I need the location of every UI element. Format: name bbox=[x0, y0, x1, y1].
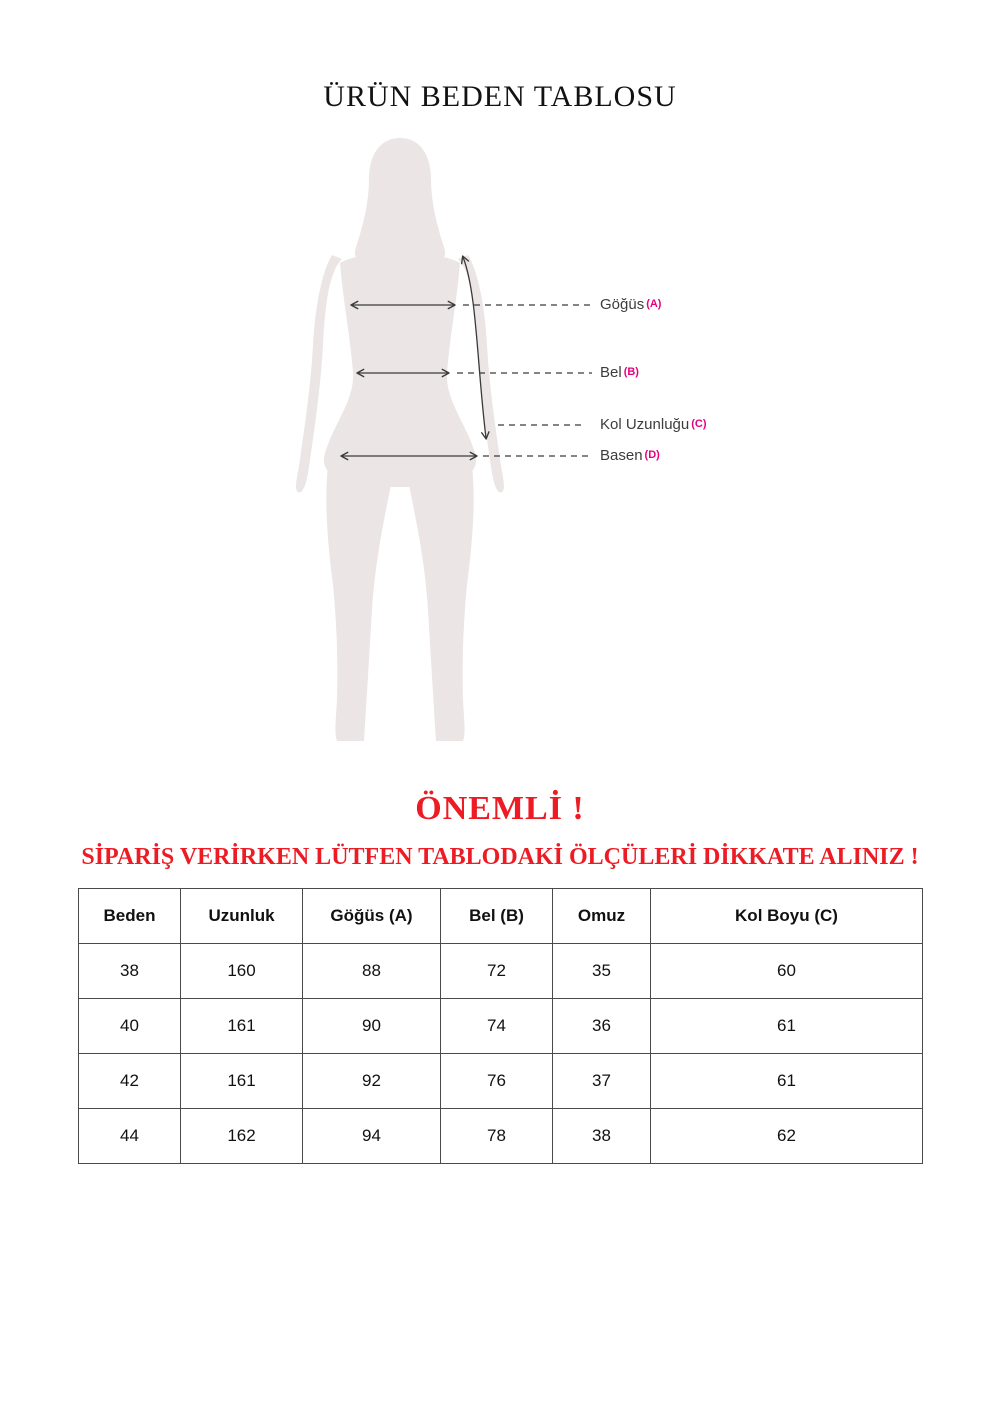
silhouette-torso bbox=[324, 253, 476, 488]
cell-gogus: 88 bbox=[303, 944, 441, 999]
label-letter: (A) bbox=[646, 298, 662, 310]
table-row-size-40 bbox=[79, 999, 923, 1054]
table-row-size-42 bbox=[79, 1054, 923, 1109]
size-table bbox=[78, 888, 923, 1164]
cell-uzunluk: 161 bbox=[181, 1054, 303, 1109]
cell-bel: 72 bbox=[441, 944, 553, 999]
label-letter: (D) bbox=[644, 449, 660, 461]
important-heading: ÖNEMLİ ! bbox=[415, 790, 585, 827]
cell-gogus: 92 bbox=[303, 1054, 441, 1109]
female-silhouette bbox=[296, 138, 504, 741]
cell-uzunluk: 162 bbox=[181, 1109, 303, 1164]
measurement-label-basen bbox=[600, 447, 660, 466]
label-letter: (C) bbox=[691, 418, 707, 430]
size-table-header-row bbox=[79, 889, 923, 944]
silhouette-and-arrows-graphic bbox=[270, 135, 790, 765]
label-text: Kol Uzunluğu bbox=[600, 416, 690, 433]
label-text: Basen bbox=[600, 447, 643, 464]
col-header-kol-boyu: Kol Boyu (C) bbox=[651, 889, 923, 944]
col-header-beden: Beden bbox=[79, 889, 181, 944]
measurement-label-gogus bbox=[600, 296, 661, 315]
page-title: ÜRÜN BEDEN TABLOSU bbox=[323, 80, 677, 113]
silhouette-right-leg bbox=[405, 465, 474, 741]
col-header-gogus: Göğüs (A) bbox=[303, 889, 441, 944]
cell-beden: 38 bbox=[79, 944, 181, 999]
cell-uzunluk: 161 bbox=[181, 999, 303, 1054]
cell-omuz: 35 bbox=[553, 944, 651, 999]
cell-omuz: 38 bbox=[553, 1109, 651, 1164]
silhouette-left-leg bbox=[326, 465, 395, 741]
cell-bel: 76 bbox=[441, 1054, 553, 1109]
col-header-uzunluk: Uzunluk bbox=[181, 889, 303, 944]
cell-kol-boyu: 61 bbox=[651, 999, 923, 1054]
label-text: Bel bbox=[600, 364, 622, 381]
cell-kol-boyu: 60 bbox=[651, 944, 923, 999]
measurement-label-bel bbox=[600, 364, 639, 383]
cell-uzunluk: 160 bbox=[181, 944, 303, 999]
table-row-size-44 bbox=[79, 1109, 923, 1164]
cell-kol-boyu: 62 bbox=[651, 1109, 923, 1164]
warning-text: SİPARİŞ VERİRKEN LÜTFEN TABLODAKİ ÖLÇÜLERİ DİKKATE ALINIZ ! bbox=[81, 844, 919, 870]
cell-bel: 74 bbox=[441, 999, 553, 1054]
cell-gogus: 94 bbox=[303, 1109, 441, 1164]
col-header-omuz: Omuz bbox=[553, 889, 651, 944]
cell-beden: 44 bbox=[79, 1109, 181, 1164]
cell-bel: 78 bbox=[441, 1109, 553, 1164]
body-measurement-diagram bbox=[270, 135, 790, 765]
measurement-label-kol-uzunlugu bbox=[600, 416, 707, 435]
cell-gogus: 90 bbox=[303, 999, 441, 1054]
col-header-bel: Bel (B) bbox=[441, 889, 553, 944]
table-row-size-38 bbox=[79, 944, 923, 999]
label-text: Göğüs bbox=[600, 296, 645, 313]
cell-beden: 40 bbox=[79, 999, 181, 1054]
cell-beden: 42 bbox=[79, 1054, 181, 1109]
cell-omuz: 36 bbox=[553, 999, 651, 1054]
cell-omuz: 37 bbox=[553, 1054, 651, 1109]
label-letter: (B) bbox=[623, 366, 639, 378]
cell-kol-boyu: 61 bbox=[651, 1054, 923, 1109]
